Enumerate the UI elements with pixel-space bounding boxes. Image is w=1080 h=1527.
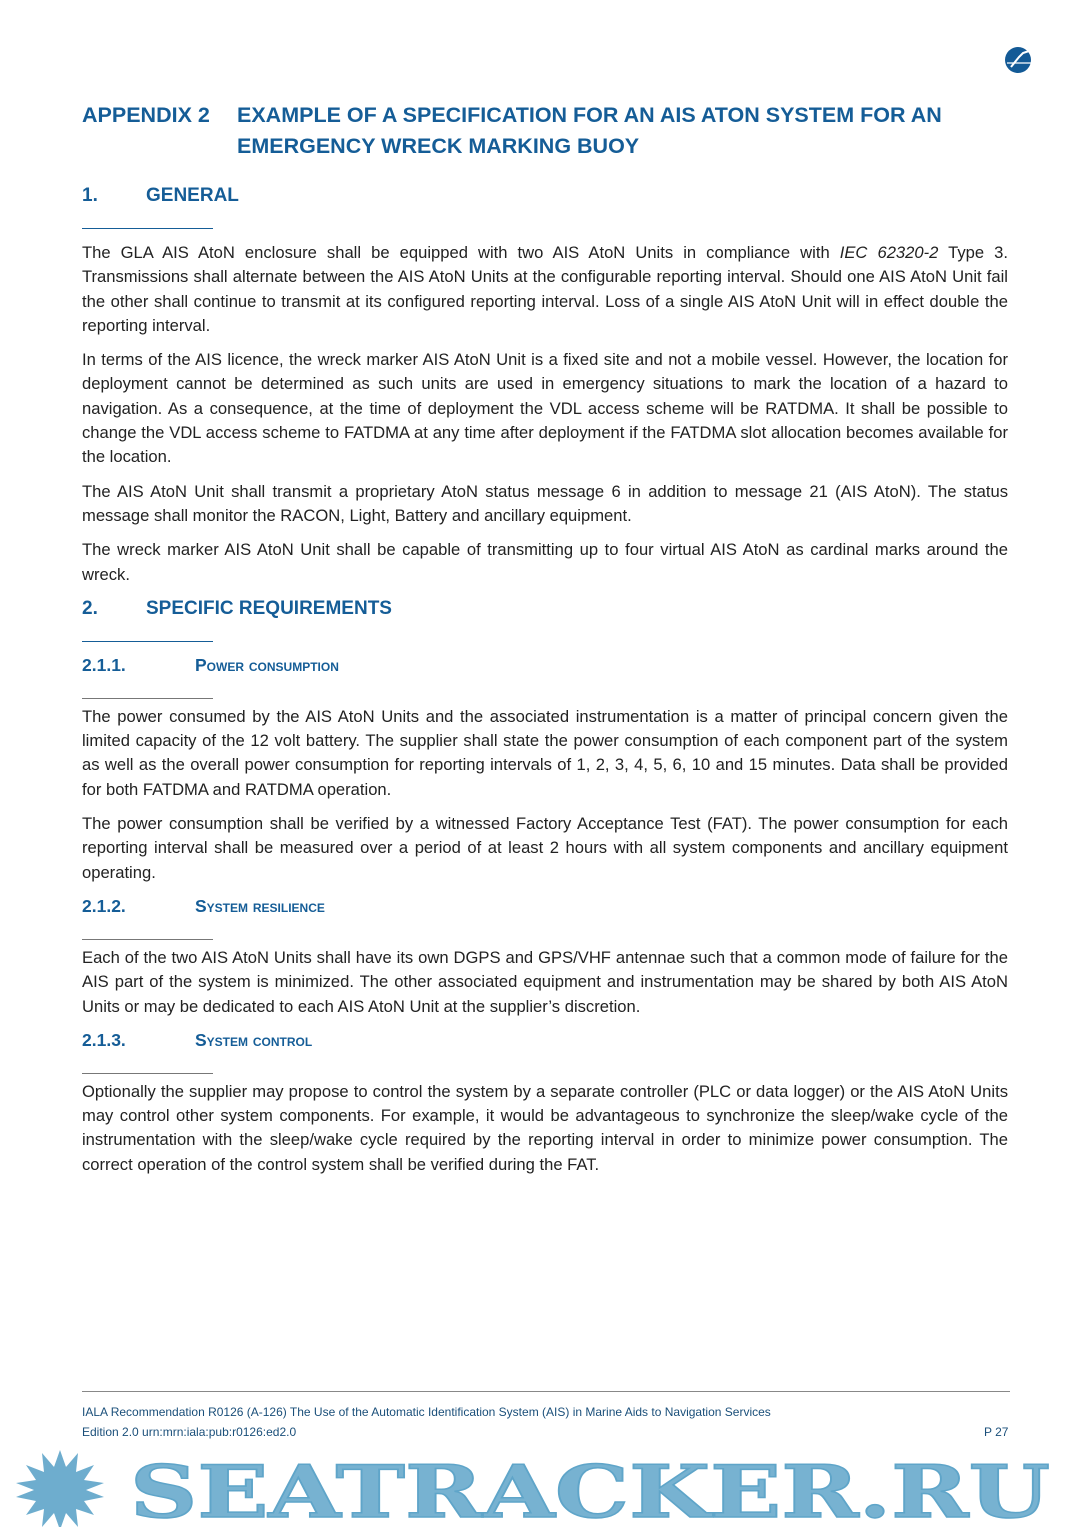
subsection-number: 2.1.2. <box>82 895 126 916</box>
footer-divider <box>82 1391 1010 1392</box>
subsection-title: Power consumption <box>195 654 339 675</box>
paragraph: Optionally the supplier may propose to control the system by a separate controller (PLC or data logger) or the AIS AtoN Units may control other system components. For example, it would be advantageous to synchronize the sleep/wake cycle of the instrumentation with the sleep/wake cycle required by the reporting interval in order to minimize power consumption. The correct operation of the control system shall be verified during the FAT. <box>82 1081 1008 1174</box>
footer-edition: Edition 2.0 urn:mrn:iala:pub:r0126:ed2.0 <box>82 1425 297 1439</box>
subsection-2-1-2-heading <box>82 895 1008 917</box>
subsection-2-1-3-heading <box>82 1029 1008 1051</box>
paragraph <box>82 241 1008 338</box>
divider <box>82 228 213 229</box>
watermark-text: SEATRACKER.RU <box>130 1449 1050 1527</box>
section-number: 1. <box>82 185 98 206</box>
section-2-heading <box>82 597 1008 621</box>
divider <box>82 1073 213 1074</box>
divider <box>82 698 213 699</box>
paragraph: The AIS AtoN Unit shall transmit a proprietary AtoN status message 6 in addition to message 21 (AIS AtoN). The status message shall monitor the RACON, Light, Battery and ancillary equipment. <box>82 481 1008 525</box>
divider <box>82 641 213 642</box>
subsection-2-1-1-heading <box>82 654 1008 676</box>
paragraph: Each of the two AIS AtoN Units shall have its own DGPS and GPS/VHF antennae such that a common mode of failure for the AIS part of the system is minimized. The other associated equipment and instrumentation may be shared by both AIS AtoN Units or may be dedicated to each AIS AtoN Unit at the supplier’s discretion. <box>82 947 1008 1016</box>
appendix-heading: EXAMPLE OF A SPECIFICATION FOR AN AIS ATON SYSTEM FOR AN EMERGENCY WRECK MARKING BUOY <box>237 103 942 158</box>
footer-title: IALA Recommendation R0126 (A-126) The Use of the Automatic Identification System (AIS) in Marine Aids to Navigation Services <box>82 1405 771 1419</box>
page-number: P 27 <box>984 1425 1009 1439</box>
section-number: 2. <box>82 597 98 619</box>
paragraph: In terms of the AIS licence, the wreck marker AIS AtoN Unit is a fixed site and not a mobile vessel. However, the location for deployment cannot be determined as such units are used in emergency situations to mark the location of a hazard to navigation. As a consequence, at the time of deployment the VDL access scheme will be RATDMA. It shall be possible to change the VDL access scheme to FATDMA at any time after deployment if the FATDMA slot allocation becomes available for the location. <box>82 350 1008 467</box>
appendix-title <box>82 100 1008 162</box>
subsection-number: 2.1.3. <box>82 1029 126 1050</box>
divider <box>82 939 213 940</box>
document-body <box>82 100 1008 1187</box>
section-title: GENERAL <box>146 185 239 206</box>
subsection-title: System resilience <box>195 895 325 916</box>
appendix-number: APPENDIX 2 <box>82 103 210 127</box>
subsection-number: 2.1.1. <box>82 654 126 675</box>
paragraph-text: The GLA AIS AtoN enclosure shall be equipped with two AIS AtoN Units in compliance with <box>82 243 840 262</box>
paragraph: The power consumption shall be verified by a witnessed Factory Acceptance Test (FAT). The power consumption for each reporting interval shall be measured over a period of at least 2 hours with all system components and ancillary equipment operating. <box>82 814 1008 882</box>
standard-reference: IEC 62320-2 <box>839 243 939 262</box>
section-title: SPECIFIC REQUIREMENTS <box>146 597 392 619</box>
paragraph: The wreck marker AIS AtoN Unit shall be capable of transmitting up to four virtual AIS AtoN as cardinal marks around the wreck. <box>82 540 1008 584</box>
section-1-heading <box>82 184 1008 208</box>
subsection-title: System control <box>195 1029 313 1050</box>
iala-logo-icon <box>1005 47 1031 73</box>
sun-burst-icon <box>16 1450 104 1527</box>
paragraph: The power consumed by the AIS AtoN Units and the associated instrumentation is a matter of principal concern given the limited capacity of the 12 volt battery. The supplier shall state the power consumption of each component part of the system as well as the overall power consumption for reporting intervals of 1, 2, 3, 4, 5, 6, 10 and 15 minutes. Data shall be provided for both FATDMA and RATDMA operation. <box>82 706 1008 799</box>
watermark <box>0 1445 1080 1527</box>
paragraph-text: Type 3. Transmissions shall alternate between the AIS AtoN Units at the configurable reporting interval. Should one AIS AtoN Unit fail the other shall continue to transmit at its configured reporting interval. Loss of a single AIS AtoN Unit will in effect double the reporting interval. <box>82 243 1009 335</box>
